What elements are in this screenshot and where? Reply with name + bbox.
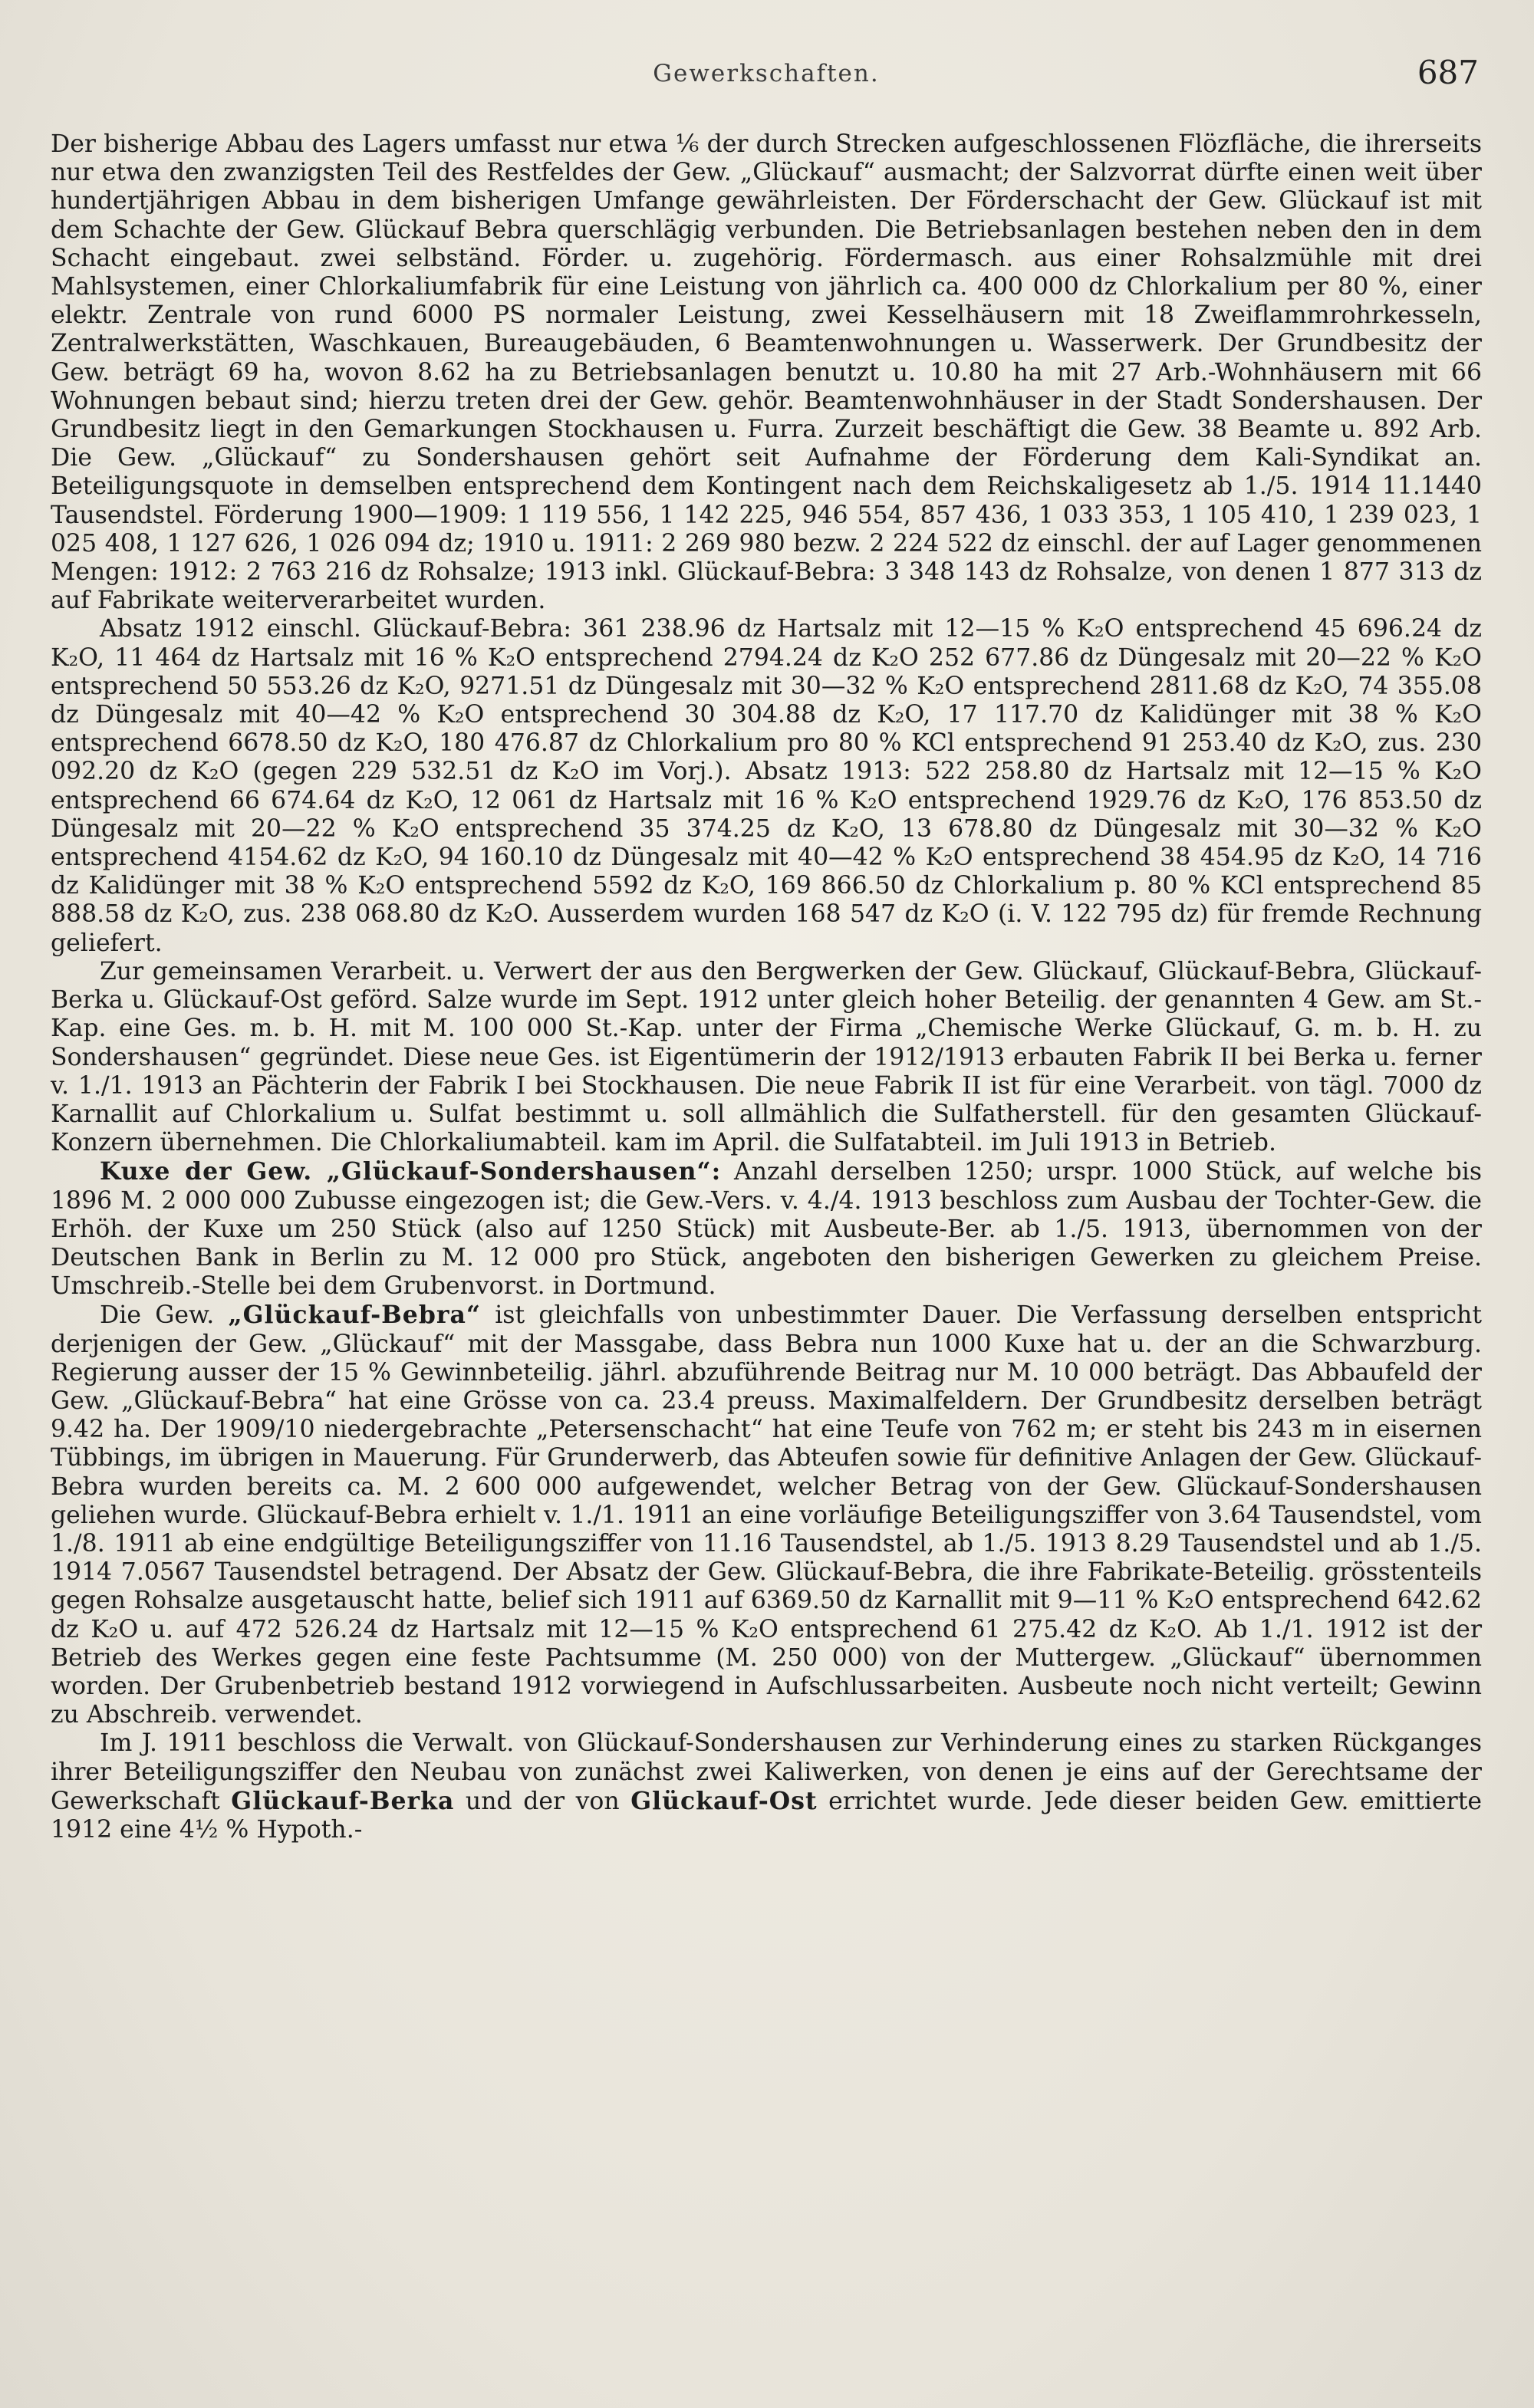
paragraph-text: errichtet wurde. Jede dieser beiden Gew. emittierte 1912 eine 4½ % Hypoth.- xyxy=(51,1787,1483,1844)
body-text xyxy=(51,130,1482,1844)
section-heading: Kuxe der Gew. „Glückauf-Sondershausen“: xyxy=(100,1157,722,1186)
paragraph-text: ist gleichfalls von unbestimmter Dauer. Die Verfassung derselben entspricht derjenigen der Gew. „Glückauf“ mit der Massgabe, dass Bebra nun 1000 Kuxe hat u. der an die Schwarzburg. Regierung ausser der 15 % Gewinnbeteilig. jährl. abzuführende Beitrag nur M. 10 000 beträgt. Das Abbaufeld der Gew. „Glückauf-Bebra“ hat eine Grösse von ca. 23.4 preuss. Maximalfeldern. Der Grundbesitz derselben beträgt 9.42 ha. Der 1909/10 niedergebrachte „Petersenschacht“ hat eine Teufe von 762 m; er steht bis 243 m in eisernen Tübbings, im übrigen in Mauerung. Für Grunderwerb, das Abteufen sowie für definitive Anlagen der Gew. Glückauf-Bebra wurden bereits ca. M. 2 600 000 aufgewendet, welcher Betrag von der Gew. Glückauf-Sondershausen geliehen wurde. Glückauf-Bebra erhielt v. 1./1. 1911 an eine vorläufige Beteiligungsziffer von 3.64 Tausendstel, vom 1./8. 1911 ab eine endgültige Beteiligungsziffer von 11.16 Tausendstel, ab 1./5. 1913 8.29 Tausendstel und ab 1./5. 1914 7.0567 Tausendstel betragend. Der Absatz der Gew. Glückauf-Bebra, die ihre Fabrikate-Beteilig. grösstenteils gegen Rohsalze ausgetauscht hatte, belief sich 1911 auf 6369.50 dz Karnallit mit 9—11 % K₂O entsprechend 642.62 dz K₂O u. auf 472 526.24 dz Hartsalz mit 12—15 % K₂O entsprechend 61 275.42 dz K₂O. Ab 1./1. 1912 ist der Betrieb des Werkes gegen eine feste Pachtsumme (M. 250 000) von der Muttergew. „Glückauf“ übernommen worden. Der Grubenbetrieb bestand 1912 vorwiegend in Aufschlussarbeiten. Ausbeute noch nicht verteilt; Gewinn zu Abschreib. verwendet. xyxy=(51,1301,1482,1729)
paragraph-text: und der von xyxy=(454,1787,631,1815)
paragraph-text: Der bisherige Abbau des Lagers umfasst nur etwa ⅙ der durch Strecken aufgeschlossenen Flözfläche, die ihrerseits nur etwa den zwanzigsten Teil des Restfeldes der Gew. „Glückauf“ ausmacht; der Salzvorrat dürfte einen weit über hundertjährigen Abbau in dem bisherigen Umfange gewährleisten. Der Förderschacht der Gew. Glückauf ist mit dem Schachte der Gew. Glückauf Bebra querschlägig verbunden. Die Betriebsanlagen bestehen neben den in dem Schacht eingebaut. zwei selbständ. Förder. u. zugehörig. Fördermasch. aus einer Rohsalzmühle mit drei Mahlsystemen, einer Chlorkaliumfabrik für eine Leistung von jährlich ca. 400 000 dz Chlorkalium per 80 %, einer elektr. Zentrale von rund 6000 PS normaler Leistung, zwei Kesselhäusern mit 18 Zweiflammrohrkesseln, Zentralwerkstätten, Waschkauen, Bureaugebäuden, 6 Beamtenwohnungen u. Wasserwerk. Der Grundbesitz der Gew. beträgt 69 ha, wovon 8.62 ha zu Betriebsanlagen benutzt u. 10.80 ha mit 27 Arb.-Wohnhäusern mit 66 Wohnungen bebaut sind; hierzu treten drei der Gew. gehör. Beamtenwohnhäuser in der Stadt Sondershausen. Der Grundbesitz liegt in den Gemarkungen Stockhausen u. Furra. Zurzeit beschäftigt die Gew. 38 Beamte u. 892 Arb. Die Gew. „Glückauf“ zu Sondershausen gehört seit Aufnahme der Förderung dem Kali-Syndikat an. Beteiligungsquote in demselben entsprechend dem Kontingent nach dem Reichskaligesetz ab 1./5. 1914 11.1440 Tausendstel. Förderung 1900—1909: 1 119 556, 1 142 225, 946 554, 857 436, 1 033 353, 1 105 410, 1 239 023, 1 025 408, 1 127 626, 1 026 094 dz; 1910 u. 1911: 2 269 980 bezw. 2 224 522 dz einschl. der auf Lager genommenen Mengen: 1912: 2 763 216 dz Rohsalze; 1913 inkl. Glückauf-Bebra: 3 348 143 dz Rohsalze, von denen 1 877 313 dz auf Fabrikate weiterverarbeitet wurden. xyxy=(51,130,1482,615)
paragraph-text: Anzahl derselben 1250; urspr. 1000 Stück, auf welche bis 1896 M. 2 000 000 Zubusse eingezogen ist; die Gew.-Vers. v. 4./4. 1913 beschloss zum Ausbau der Tochter-Gew. die Erhöh. der Kuxe um 250 Stück (also auf 1250 Stück) mit Ausbeute-Ber. ab 1./5. 1913, übernommen von der Deutschen Bank in Berlin zu M. 12 000 pro Stück, angeboten den bisherigen Gewerken zu gleichem Preise. Umschreib.-Stelle bei dem Grubenvorst. in Dortmund. xyxy=(51,1158,1483,1301)
company-name-bold: Glückauf-Berka xyxy=(231,1786,455,1815)
paragraph-text: Die Gew. xyxy=(100,1301,229,1330)
paragraph-glueckauf-bebra xyxy=(51,1301,1482,1729)
paragraph-neubau-kaliwerke xyxy=(51,1729,1482,1844)
paragraph-text: Zur gemeinsamen Verarbeit. u. Verwert der aus den Bergwerken der Gew. Glückauf, Glückauf-Bebra, Glückauf-Berka u. Glückauf-Ost geförd. Salze wurde im Sept. 1912 unter gleich hoher Beteilig. der genannten 4 Gew. am St.-Kap. eine Ges. m. b. H. mit M. 100 000 St.-Kap. unter der Firma „Chemische Werke Glückauf, G. m. b. H. zu Sondershausen“ gegründet. Diese neue Ges. ist Eigentümerin der 1912/1913 erbauten Fabrik II bei Berka u. ferner v. 1./1. 1913 an Pächterin der Fabrik I bei Stockhausen. Die neue Fabrik II ist für eine Verarbeit. von tägl. 7000 dz Karnallit auf Chlorkalium u. Sulfat bestimmt u. soll allmählich die Sulfatherstell. für den gesamten Glückauf-Konzern übernehmen. Die Chlorkaliumabteil. kam im April. die Sulfatabteil. im Juli 1913 in Betrieb. xyxy=(51,957,1482,1157)
paragraph-lager-production xyxy=(51,130,1482,615)
running-header xyxy=(51,46,1482,130)
paragraph-text: Im J. 1911 beschloss die Verwalt. von Glückauf-Sondershausen zur Verhinderung eines zu starken Rückganges ihrer Beteiligungsziffer den Neubau von zunächst zwei Kaliwerken, von denen je eins auf der Gerechtsame der Gewerkschaft xyxy=(51,1729,1482,1815)
company-name-bold: Glückauf-Ost xyxy=(630,1786,818,1815)
company-name-bold: „Glückauf-Bebra“ xyxy=(228,1301,481,1330)
paragraph-gemeinsame-verarbeitung xyxy=(51,958,1482,1157)
paragraph-absatz xyxy=(51,615,1482,957)
page-number: 687 xyxy=(1417,54,1479,91)
running-title: Gewerkschaften. xyxy=(653,60,880,87)
paragraph-kuxe xyxy=(51,1157,1482,1301)
paragraph-text: Absatz 1912 einschl. Glückauf-Bebra: 361 238.96 dz Hartsalz mit 12—15 % K₂O entsprechend 45 696.24 dz K₂O, 11 464 dz Hartsalz mit 16 % K₂O entsprechend 2794.24 dz K₂O 252 677.86 dz Düngesalz mit 20—22 % K₂O entsprechend 50 553.26 dz K₂O, 9271.51 dz Düngesalz mit 30—32 % K₂O entsprechend 2811.68 dz K₂O, 74 355.08 dz Düngesalz mit 40—42 % K₂O entsprechend 30 304.88 dz K₂O, 17 117.70 dz Kalidünger mit 38 % K₂O entsprechend 6678.50 dz K₂O, 180 476.87 dz Chlorkalium pro 80 % KCl entsprechend 91 253.40 dz K₂O, zus. 230 092.20 dz K₂O (gegen 229 532.51 dz K₂O im Vorj.). Absatz 1913: 522 258.80 dz Hartsalz mit 12—15 % K₂O entsprechend 66 674.64 dz K₂O, 12 061 dz Hartsalz mit 16 % K₂O entsprechend 1929.76 dz K₂O, 176 853.50 dz Düngesalz mit 20—22 % K₂O entsprechend 35 374.25 dz K₂O, 13 678.80 dz Düngesalz mit 30—32 % K₂O entsprechend 4154.62 dz K₂O, 94 160.10 dz Düngesalz mit 40—42 % K₂O entsprechend 38 454.95 dz K₂O, 14 716 dz Kalidünger mit 38 % K₂O entsprechend 5592 dz K₂O, 169 866.50 dz Chlorkalium p. 80 % KCl entsprechend 85 888.58 dz K₂O, zus. 238 068.80 dz K₂O. Ausserdem wurden 168 547 dz K₂O (i. V. 122 795 dz) für fremde Rechnung geliefert. xyxy=(51,615,1482,957)
